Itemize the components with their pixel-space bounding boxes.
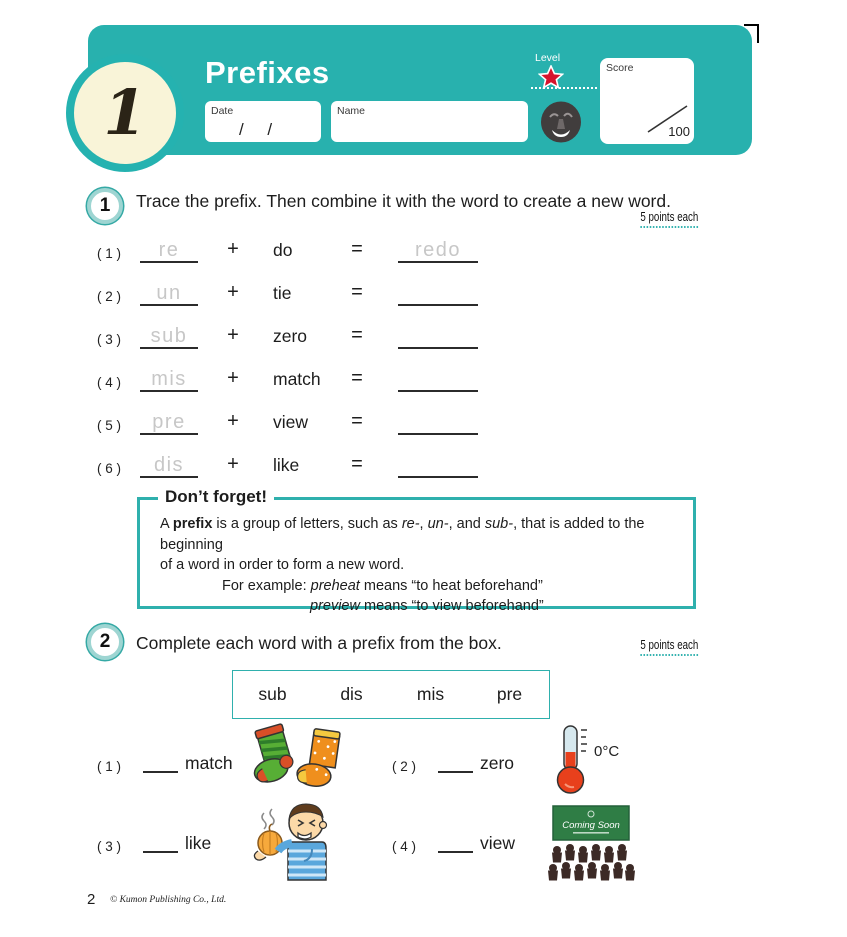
section1-points: 5 points each bbox=[608, 210, 698, 228]
row-number: ( 5 ) bbox=[97, 418, 122, 433]
item-word: match bbox=[185, 753, 233, 773]
coming-soon-screen-icon bbox=[545, 802, 637, 886]
row-number: ( 6 ) bbox=[97, 461, 122, 476]
prefix-trace-line[interactable] bbox=[140, 403, 198, 435]
score-slash bbox=[600, 58, 694, 144]
trace-row-3 bbox=[97, 319, 497, 349]
audience-crowd bbox=[548, 844, 635, 881]
item-number: ( 4 ) bbox=[392, 839, 417, 854]
note-line-3: For example: preheat means “to heat beforehand” bbox=[222, 577, 543, 594]
plus-sign: + bbox=[227, 367, 239, 389]
note-line-2: of a word in order to form a new word. bbox=[160, 557, 405, 573]
trace-row-6 bbox=[97, 448, 497, 478]
row-number: ( 4 ) bbox=[97, 375, 122, 390]
trace-row-4 bbox=[97, 362, 497, 392]
section2-points: 5 points each bbox=[608, 638, 698, 656]
name-field[interactable] bbox=[331, 101, 528, 142]
plus-sign: + bbox=[227, 238, 239, 260]
bank-word-pre: pre bbox=[496, 684, 523, 704]
base-word: zero bbox=[273, 326, 308, 346]
answer-line[interactable] bbox=[398, 274, 478, 306]
header-banner bbox=[88, 25, 752, 155]
traced-prefix: sub bbox=[150, 325, 188, 347]
row-number: ( 2 ) bbox=[97, 289, 122, 304]
item-word: view bbox=[480, 833, 516, 853]
equals-sign: = bbox=[351, 281, 363, 303]
row-number: ( 1 ) bbox=[97, 246, 122, 261]
base-word: do bbox=[273, 240, 293, 260]
prefix-blank[interactable] bbox=[143, 749, 178, 773]
star-icon bbox=[538, 65, 564, 94]
mascot-face-icon bbox=[540, 101, 582, 143]
note-line-1: A prefix is a group of letters, such as re-, un-, and sub-, that is added to the beginning bbox=[160, 516, 645, 553]
trace-row-1 bbox=[97, 233, 497, 263]
prefix-blank[interactable] bbox=[143, 829, 178, 853]
thermometer-label: 0°C bbox=[594, 743, 620, 760]
item-number: ( 2 ) bbox=[392, 759, 417, 774]
base-word: tie bbox=[273, 283, 292, 303]
prefix-trace-line[interactable] bbox=[140, 274, 198, 306]
bank-word-dis: dis bbox=[340, 684, 363, 704]
score-denominator: 100 bbox=[668, 124, 690, 139]
answer-line[interactable] bbox=[398, 231, 478, 263]
equals-sign: = bbox=[351, 410, 363, 432]
prefix-blank[interactable] bbox=[438, 749, 473, 773]
item-number: ( 3 ) bbox=[97, 839, 122, 854]
page-title: Prefixes bbox=[205, 55, 330, 90]
plus-sign: + bbox=[227, 324, 239, 346]
date-label: Date bbox=[211, 105, 234, 117]
section2-instruction: Complete each word with a prefix from the box. bbox=[136, 633, 502, 653]
bank-word-mis: mis bbox=[416, 684, 445, 704]
date-field[interactable] bbox=[205, 101, 321, 142]
note-line-4: preview means “to view beforehand” bbox=[310, 598, 544, 614]
prefix-trace-line[interactable] bbox=[140, 317, 198, 349]
item-word: like bbox=[185, 833, 212, 853]
dont-forget-box bbox=[137, 497, 696, 614]
mismatched-socks-icon bbox=[252, 720, 348, 798]
equals-sign: = bbox=[351, 238, 363, 260]
traced-prefix: un bbox=[156, 282, 182, 304]
equals-sign: = bbox=[351, 324, 363, 346]
level-dotted-line bbox=[531, 87, 597, 89]
item-word: zero bbox=[480, 753, 515, 773]
base-word: match bbox=[273, 369, 321, 389]
traced-prefix: dis bbox=[153, 454, 185, 476]
answer-line[interactable] bbox=[398, 360, 478, 392]
plus-sign: + bbox=[227, 453, 239, 475]
base-word: view bbox=[273, 412, 309, 432]
score-label: Score bbox=[606, 62, 634, 74]
answer-line[interactable] bbox=[398, 446, 478, 478]
boy-dislikes-onion-icon bbox=[248, 795, 344, 889]
prefix-trace-line[interactable] bbox=[140, 231, 198, 263]
answer-line[interactable] bbox=[398, 403, 478, 435]
traced-prefix: mis bbox=[151, 368, 187, 390]
trace-row-5 bbox=[97, 405, 497, 435]
note-text bbox=[160, 514, 681, 617]
prefix-blank[interactable] bbox=[438, 829, 473, 853]
score-field[interactable] bbox=[600, 58, 694, 144]
plus-sign: + bbox=[227, 281, 239, 303]
page-number: 2 bbox=[87, 891, 96, 908]
prefix-word-bank bbox=[232, 670, 550, 719]
coming-soon-text: Coming Soon bbox=[562, 820, 620, 831]
copyright-text: © Kumon Publishing Co., Ltd. bbox=[110, 895, 227, 905]
equals-sign: = bbox=[351, 453, 363, 475]
base-word: like bbox=[273, 455, 300, 475]
prefix-trace-line[interactable] bbox=[140, 446, 198, 478]
thermometer-zero-icon bbox=[552, 722, 634, 798]
traced-prefix: re bbox=[158, 239, 180, 261]
prefix-trace-line[interactable] bbox=[140, 360, 198, 392]
answer-line[interactable] bbox=[398, 317, 478, 349]
note-title: Don’t forget! bbox=[158, 487, 274, 507]
lesson-number: 1 bbox=[103, 76, 147, 149]
traced-answer: redo bbox=[414, 239, 462, 261]
trace-row-2 bbox=[97, 276, 497, 306]
date-slashes: / / bbox=[239, 120, 273, 139]
lesson-number-badge bbox=[66, 54, 184, 172]
row-number: ( 3 ) bbox=[97, 332, 122, 347]
section1-badge: 1 bbox=[87, 188, 123, 224]
section2-badge: 2 bbox=[87, 624, 123, 660]
plus-sign: + bbox=[227, 410, 239, 432]
item-number: ( 1 ) bbox=[97, 759, 122, 774]
level-label: Level bbox=[535, 52, 561, 64]
section1-instruction: Trace the prefix. Then combine it with the word to create a new word. bbox=[136, 191, 671, 211]
bank-word-sub: sub bbox=[258, 684, 287, 704]
equals-sign: = bbox=[351, 367, 363, 389]
traced-prefix: pre bbox=[152, 411, 186, 433]
name-label: Name bbox=[337, 105, 366, 117]
